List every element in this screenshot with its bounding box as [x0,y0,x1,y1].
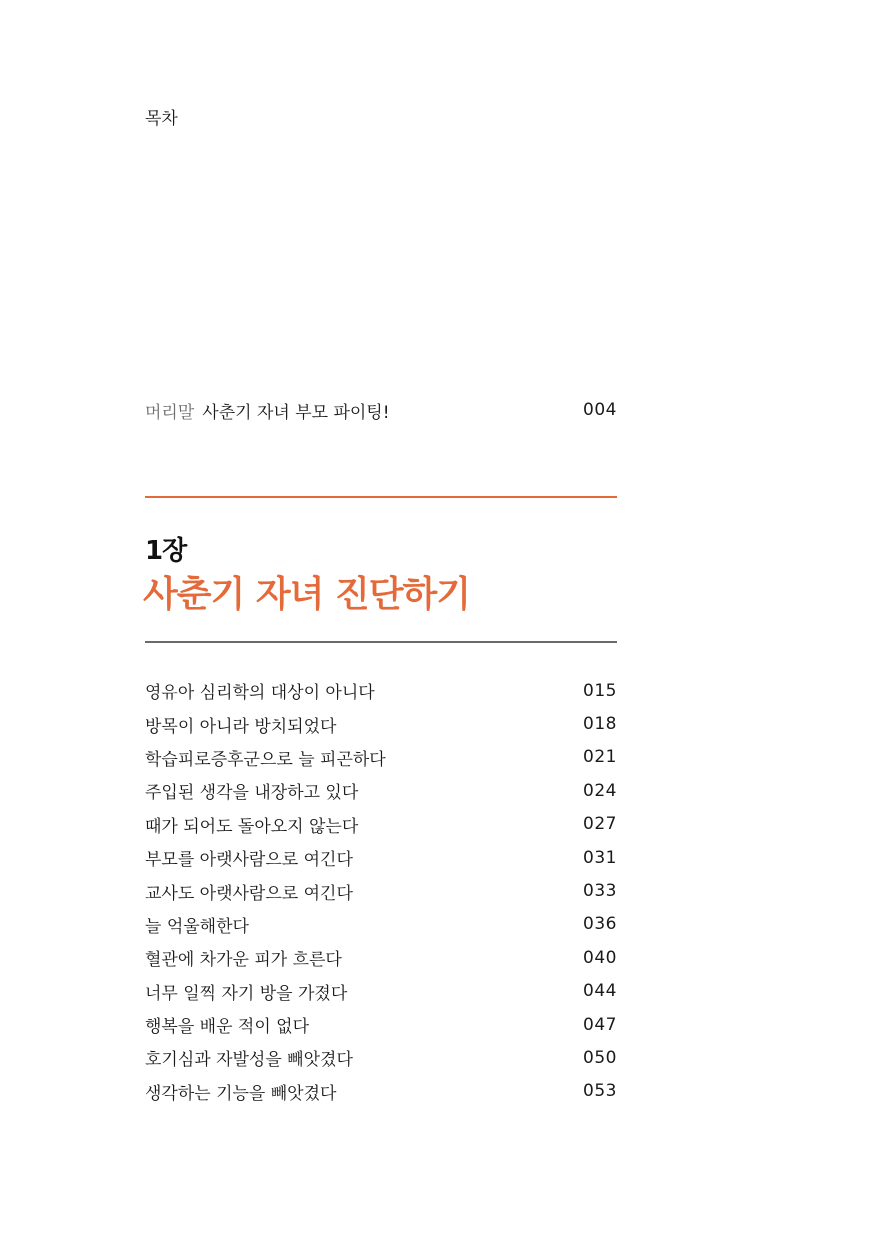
toc-entry[interactable] [145,1008,617,1041]
toc-entry-page-number: 053 [583,1081,617,1102]
toc-entry-title: 주입된 생각을 내장하고 있다 [145,783,359,804]
toc-entry[interactable] [145,674,617,707]
toc-entry[interactable] [145,808,617,841]
toc-entry[interactable] [145,941,617,974]
toc-entry-page-number: 027 [583,814,617,835]
toc-entry[interactable] [145,908,617,941]
toc-entry-page-number: 015 [583,680,617,701]
toc-entry[interactable] [145,774,617,807]
toc-entry-page-number: 050 [583,1047,617,1068]
toc-entry-title: 늘 억울해한다 [145,916,249,937]
chapter-title: 사춘기 자녀 진단하기 [143,574,471,615]
toc-entry-page-number: 047 [583,1014,617,1035]
toc-entry-page-number: 044 [583,981,617,1002]
toc-entry-page-number: 033 [583,881,617,902]
toc-entry[interactable] [145,874,617,907]
toc-entry[interactable] [145,707,617,740]
page-title: 목차 [145,109,178,129]
toc-entry-title: 생각하는 기능을 빼앗겼다 [145,1083,337,1104]
preface-entry[interactable] [145,398,617,422]
toc-entry-title: 방목이 아니라 방치되었다 [145,716,337,737]
chapter-number: 1장 [145,536,187,566]
toc-entry-page-number: 036 [583,914,617,935]
toc-entry-page-number: 024 [583,780,617,801]
toc-entry-title: 호기심과 자발성을 빼앗겼다 [145,1050,353,1071]
toc-entry-title: 학습피로증후군으로 늘 피곤하다 [145,749,386,770]
toc-entry-title: 영유아 심리학의 대상이 아니다 [145,683,375,704]
toc-list [145,674,617,1108]
chapter-divider-bottom [145,641,617,643]
toc-entry-title: 너무 일찍 자기 방을 가졌다 [145,983,348,1004]
chapter-divider-top [145,496,617,498]
preface-label: 머리말 [145,402,195,423]
toc-entry[interactable] [145,1041,617,1074]
toc-entry[interactable] [145,975,617,1008]
toc-entry[interactable] [145,741,617,774]
toc-entry-page-number: 031 [583,847,617,868]
preface-title: 사춘기 자녀 부모 파이팅! [202,402,390,423]
toc-entry-page-number: 040 [583,947,617,968]
toc-entry-title: 혈관에 차가운 피가 흐른다 [145,950,342,971]
toc-entry[interactable] [145,841,617,874]
preface-page-number: 004 [583,400,617,420]
toc-entry-page-number: 021 [583,747,617,768]
toc-entry-title: 교사도 아랫사람으로 여긴다 [145,883,353,904]
toc-entry-page-number: 018 [583,714,617,735]
toc-entry[interactable] [145,1075,617,1108]
toc-entry-title: 부모를 아랫사람으로 여긴다 [145,850,353,871]
toc-entry-title: 행복을 배운 적이 없다 [145,1017,310,1038]
toc-entry-title: 때가 되어도 돌아오지 않는다 [145,816,359,837]
